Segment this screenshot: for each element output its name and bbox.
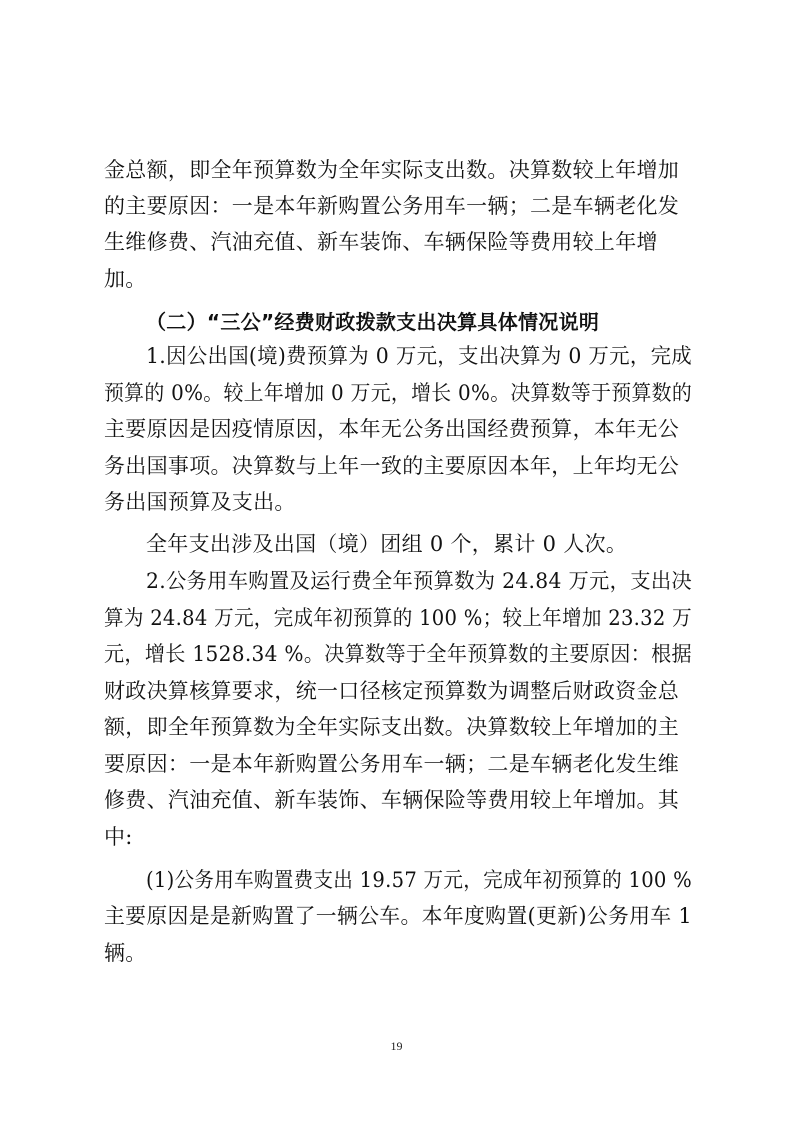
- line-text: 中:: [104, 825, 133, 849]
- heading-text: （二）“三公”经费财政拨款支出决算具体情况说明: [146, 310, 600, 334]
- line-text: 主要原因是因疫情原因，本年无公务出国经费预算，本年无公: [104, 417, 680, 441]
- page-number: 19: [390, 1039, 403, 1053]
- line-text: 生维修费、汽油充值、新车装饰、车辆保险等费用较上年增: [104, 230, 658, 254]
- line-text: 修费、汽油充值、新车装饰、车辆保险等费用较上年增加。其: [104, 788, 680, 812]
- line-text: 2.公务用车购置及运行费全年预算数为 24.84 万元，支出决: [146, 569, 693, 593]
- line-text: 辆。: [104, 941, 147, 965]
- line-text: 加。: [104, 267, 147, 291]
- line-text: 全年支出涉及出国（境）团组 0 个，累计 0 人次。: [146, 532, 628, 556]
- line-text: 要原因：一是本年新购置公务用车一辆；二是车辆老化发生维: [104, 752, 680, 776]
- line-text: 金总额，即全年预算数为全年实际支出数。决算数较上年增加: [104, 158, 680, 182]
- line-text: 的主要原因：一是本年新购置公务用车一辆；二是车辆老化发: [104, 194, 680, 218]
- line-text: 主要原因是是新购置了一辆公车。本年度购置(更新)公务用车 1: [104, 904, 692, 928]
- line-text: 额，即全年预算数为全年实际支出数。决算数较上年增加的主: [104, 715, 680, 739]
- line-text: 元，增长 1528.34 %。决算数等于全年预算数的主要原因：根据: [104, 642, 692, 666]
- line-text: 务出国事项。决算数与上年一致的主要原因本年，上年均无公: [104, 454, 680, 478]
- line-text: 财政决算核算要求，统一口径核定预算数为调整后财政资金总: [104, 679, 680, 703]
- line-text: 1.因公出国(境)费预算为 0 万元，支出决算为 0 万元，完成: [146, 344, 693, 368]
- line-text: 算为 24.84 万元，完成年初预算的 100 %；较上年增加 23.32 万: [104, 606, 692, 630]
- line-text: 预算的 0%。较上年增加 0 万元，增长 0%。决算数等于预算数的: [104, 381, 693, 405]
- line-text: 务出国预算及支出。: [104, 490, 296, 514]
- line-text: (1)公务用车购置费支出 19.57 万元，完成年初预算的 100 %: [146, 868, 693, 892]
